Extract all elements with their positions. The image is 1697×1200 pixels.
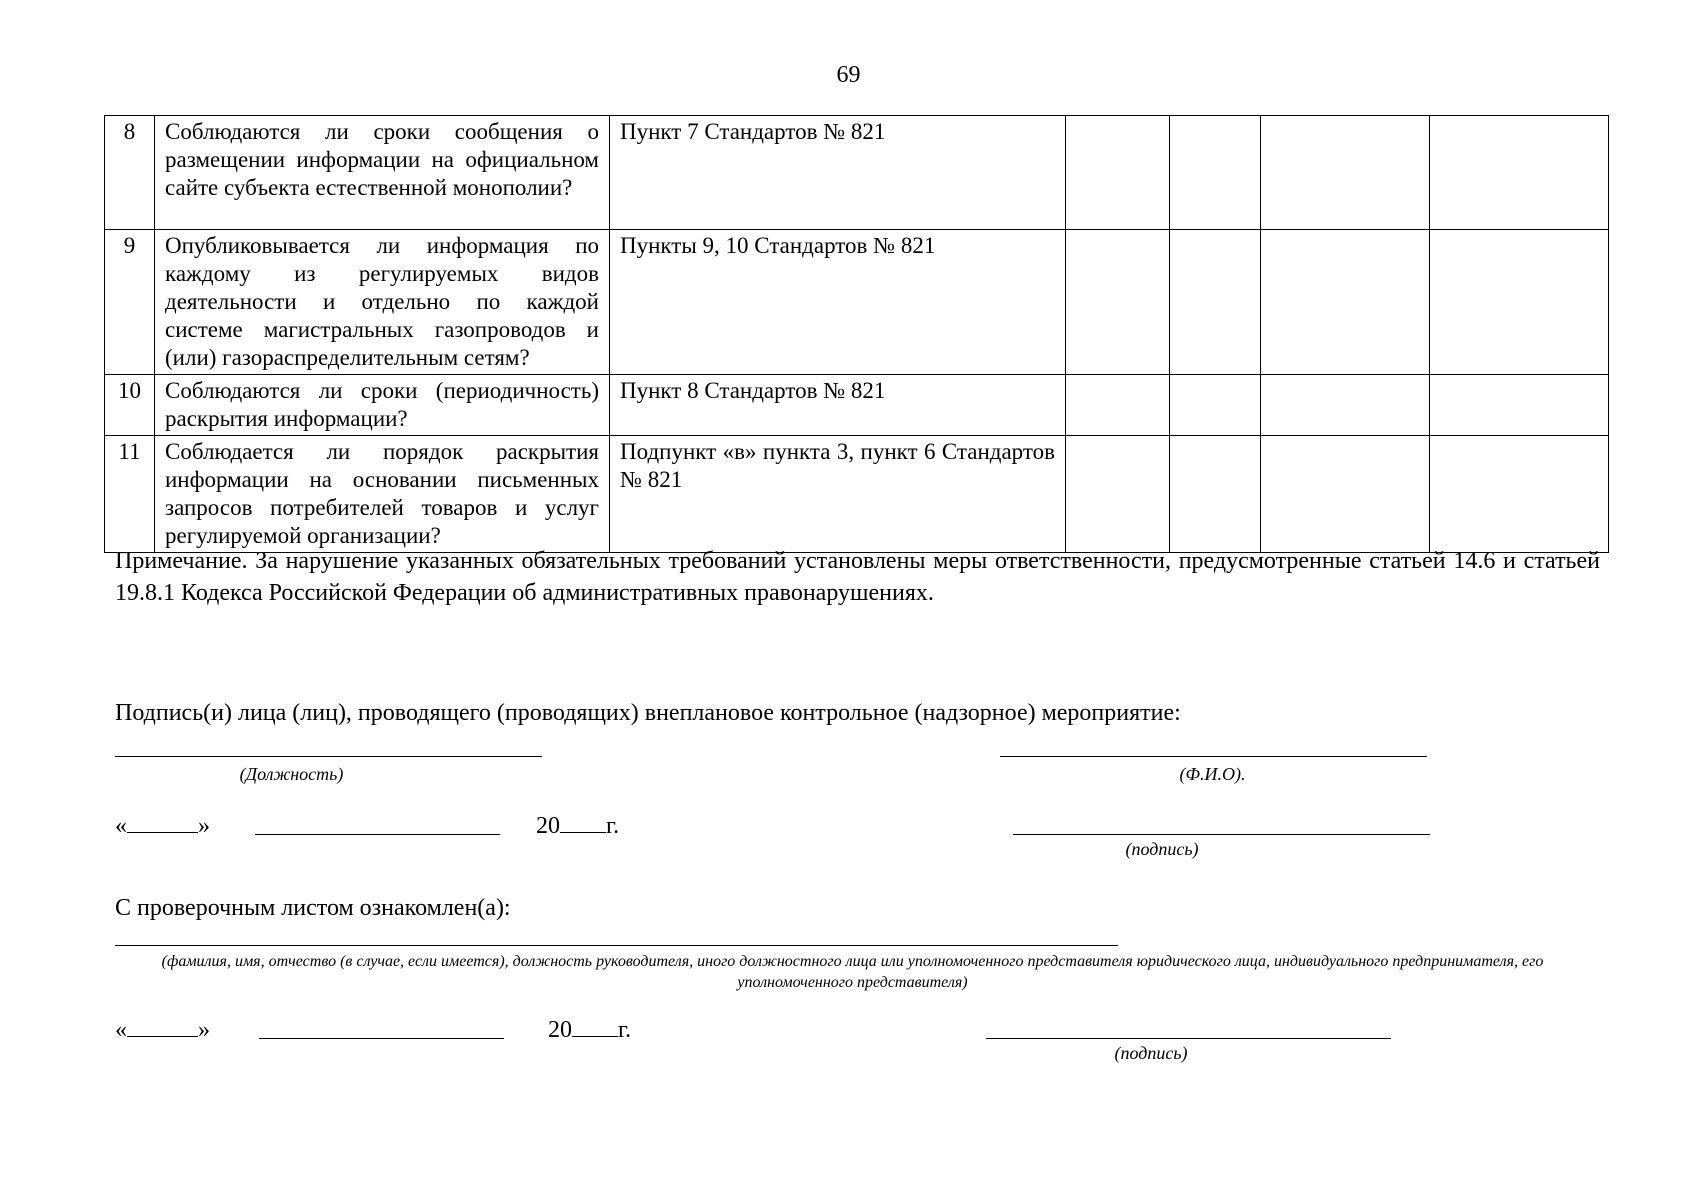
ack-month-field[interactable] — [259, 1038, 504, 1039]
quote-close: » — [198, 813, 210, 839]
year-suffix: г. — [606, 813, 620, 839]
row-number: 11 — [105, 436, 155, 553]
answer-cell[interactable] — [1170, 230, 1261, 375]
quote-open: « — [115, 1017, 127, 1043]
answer-cell[interactable] — [1430, 230, 1609, 375]
ack-date-row — [115, 1014, 210, 1045]
reference-cell: Пункт 8 Стандартов № 821 — [610, 375, 1066, 436]
note-text: Примечание. За нарушение указанных обязательных требований установлены меры ответственности, предусмотренные статьей 14.6 и статьей 19.8.1 Кодекса Российской Федерации об административных правонарушениях. — [115, 548, 1600, 606]
year-field[interactable] — [560, 810, 606, 833]
acknowledgement-heading: С проверочным листом ознакомлен(а): — [115, 895, 511, 921]
answer-cell[interactable] — [1066, 436, 1170, 553]
reference-cell: Подпункт «в» пункта 3, пункт 6 Стандартов № 821 — [610, 436, 1066, 553]
acknowledgement-caption: (фамилия, имя, отчество (в случае, если имеется), должность руководителя, иного должностного лица или уполномоченного представителя юридического лица, индивидуального предпринимателя, его уполномоченного представителя) — [161, 953, 1544, 991]
year-prefix: 20 — [536, 813, 560, 839]
page-number: 69 — [836, 62, 861, 88]
checklist-table — [104, 115, 1609, 553]
table-row — [105, 230, 1609, 375]
signature-line[interactable] — [1013, 834, 1430, 835]
signature-heading: Подпись(и) лица (лиц), проводящего (проводящих) внеплановое контрольное (надзорное) мероприятие: — [115, 700, 1181, 726]
acknowledgement-line[interactable] — [115, 945, 1118, 946]
day-field[interactable] — [127, 810, 198, 833]
answer-cell[interactable] — [1066, 375, 1170, 436]
signature-caption: (подпись) — [1125, 839, 1199, 859]
date-row — [115, 810, 210, 841]
answer-cell[interactable] — [1066, 116, 1170, 230]
ack-day-field[interactable] — [127, 1014, 198, 1037]
row-number: 10 — [105, 375, 155, 436]
fio-caption: (Ф.И.О). — [1179, 764, 1246, 784]
answer-cell[interactable] — [1430, 116, 1609, 230]
question-cell: Опубликовывается ли информация по каждому из регулируемых видов деятельности и отдельно по каждой системе магистральных газопроводов и (или) газораспределительным сетям? — [155, 230, 610, 375]
year-prefix: 20 — [548, 1017, 572, 1043]
answer-cell[interactable] — [1066, 230, 1170, 375]
question-cell: Соблюдается ли порядок раскрытия информации на основании письменных запросов потребителей товаров и услуг регулируемой организации? — [155, 436, 610, 553]
answer-cell[interactable] — [1261, 436, 1430, 553]
answer-cell[interactable] — [1430, 375, 1609, 436]
reference-cell: Пункт 7 Стандартов № 821 — [610, 116, 1066, 230]
reference-cell: Пункты 9, 10 Стандартов № 821 — [610, 230, 1066, 375]
quote-close: » — [198, 1017, 210, 1043]
answer-cell[interactable] — [1261, 230, 1430, 375]
answer-cell[interactable] — [1170, 116, 1261, 230]
row-number: 8 — [105, 116, 155, 230]
ack-year-row — [548, 1014, 631, 1045]
ack-year-field[interactable] — [572, 1014, 618, 1037]
month-field[interactable] — [255, 834, 500, 835]
answer-cell[interactable] — [1261, 375, 1430, 436]
table-row — [105, 436, 1609, 553]
table-row — [105, 375, 1609, 436]
fio-line[interactable] — [1000, 756, 1427, 757]
position-line[interactable] — [115, 756, 542, 757]
ack-signature-caption: (подпись) — [1114, 1043, 1188, 1063]
answer-cell[interactable] — [1261, 116, 1430, 230]
quote-open: « — [115, 813, 127, 839]
year-suffix: г. — [618, 1017, 632, 1043]
answer-cell[interactable] — [1170, 375, 1261, 436]
question-cell: Соблюдаются ли сроки сообщения о размещении информации на официальном сайте субъекта естественной монополии? — [155, 116, 610, 230]
position-caption: (Должность) — [239, 764, 344, 784]
ack-signature-line[interactable] — [986, 1038, 1391, 1039]
year-row — [536, 810, 619, 841]
row-number: 9 — [105, 230, 155, 375]
table-row — [105, 116, 1609, 230]
question-cell: Соблюдаются ли сроки (периодичность) раскрытия информации? — [155, 375, 610, 436]
answer-cell[interactable] — [1170, 436, 1261, 553]
answer-cell[interactable] — [1430, 436, 1609, 553]
